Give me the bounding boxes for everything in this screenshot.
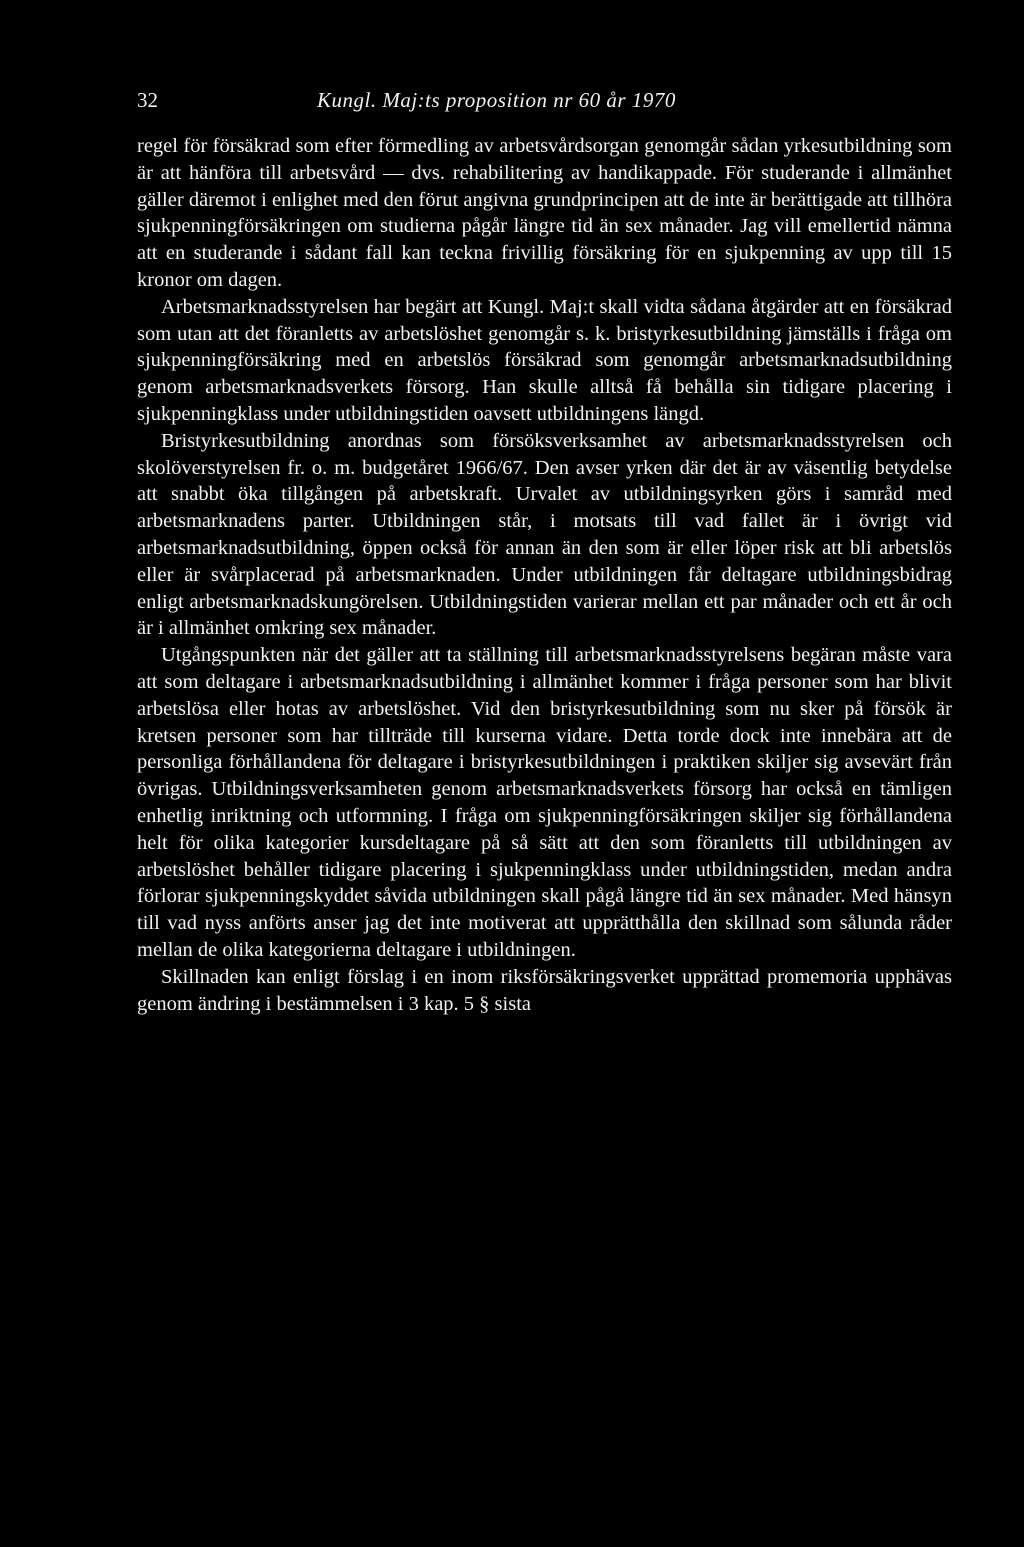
paragraph: Arbetsmarknadsstyrelsen har begärt att Kungl. Maj:t skall vidta sådana åtgärder att en försäkrad som utan att det föranletts av arbetslöshet genomgår s. k. bristyrkesutbildning jämställs i fråga om sjukpenningförsäkring med en arbetslös försäkrad som genomgår arbetsmarknadsutbildning genom arbetsmarknadsverkets försorg. Han skulle alltså få behålla sin tidigare placering i sjukpenningklass under utbildningstiden oavsett utbildningens längd.: [137, 295, 952, 425]
paragraph: Skillnaden kan enligt förslag i en inom riksförsäkringsverket upprättad promemoria upphävas genom ändring i bestämmelsen i 3 kap. 5 § sista: [137, 965, 952, 1015]
running-title: Kungl. Maj:ts proposition nr 60 år 1970: [317, 88, 676, 112]
page-header: [137, 88, 952, 122]
paragraph: Bristyrkesutbildning anordnas som försöksverksamhet av arbetsmarknadsstyrelsen och skolöverstyrelsen fr. o. m. budgetåret 1966/67. Den avser yrken där det är av väsentlig betydelse att snabbt öka tillgången på arbetskraft. Urvalet av utbildningsyrken görs i samråd med arbetsmarknadens parter. Utbildningen står, i motsats till vad fallet är i övrigt vid arbetsmarknadsutbildning, öppen också för annan än den som är eller löper risk att bli arbetslös eller är svårplacerad på arbetsmarknaden. Under utbildningen får deltagare utbildningsbidrag enligt arbetsmarknadskungörelsen. Utbildningstiden varierar mellan ett par månader och ett år och är i allmänhet omkring sex månader.: [137, 429, 952, 640]
paragraph: Utgångspunkten när det gäller att ta ställning till arbetsmarknadsstyrelsens begäran måste vara att som deltagare i arbetsmarknadsutbildning i allmänhet kommer i fråga personer som har blivit arbetslösa eller hotas av arbetslöshet. Vid den bristyrkesutbildning som nu sker på försök är kretsen personer som har tillträde till kurserna vidare. Detta torde dock inte innebära att de personliga förhållandena för deltagare i bristyrkesutbildningen i praktiken skiljer sig avsevärt från övrigas. Utbildningsverksamheten genom arbetsmarknadsverkets försorg har också en tämligen enhetlig inriktning och utformning. I fråga om sjukpenningförsäkringen skiljer sig förhållandena helt för olika kategorier kursdeltagare på så sätt att den som föranletts till utbildningen av arbetslöshet behåller tidigare placering i sjukpenningklass under utbildningstiden, medan andra förlorar sjukpenningskyddet såvida utbildningen skall pågå längre tid än sex månader. Med hänsyn till vad nyss anförts anser jag det inte motiverat att upprätthålla den skillnad som sålunda råder mellan de olika kategorierna deltagare i utbildningen.: [137, 644, 952, 961]
body-text: [137, 133, 952, 1017]
page-number: 32: [137, 88, 158, 112]
paragraph: regel för försäkrad som efter förmedling av arbetsvårdsorgan genomgår sådan yrkesutbildning som är att hänföra till arbetsvård — dvs. rehabilitering av handikappade. För studerande i allmänhet gäller däremot i enlighet med den förut angivna grundprincipen att de inte är berättigade att tillhöra sjukpenningförsäkringen om studierna pågår längre tid än sex månader. Jag vill emellertid nämna att en studerande i sådant fall kan teckna frivillig försäkring för en sjukpenning av upp till 15 kronor om dagen.: [137, 135, 952, 291]
